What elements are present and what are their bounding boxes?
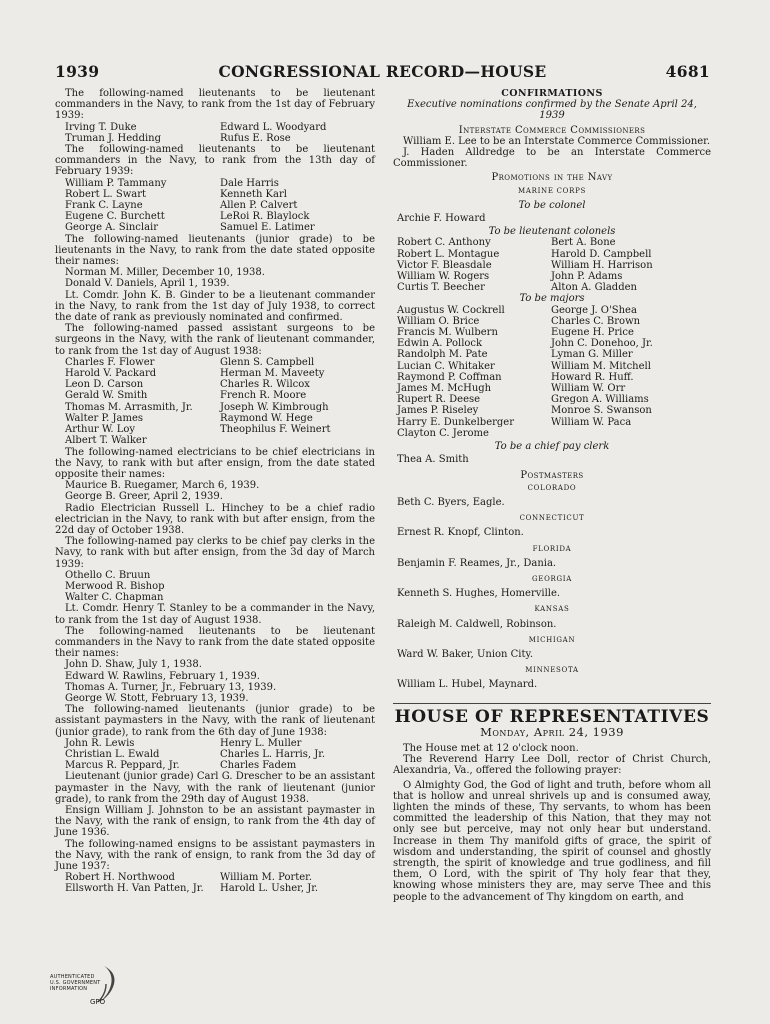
list-item: Edward W. Rawlins, February 1, 1939. xyxy=(65,670,260,682)
name-pair: Raymond P. Coffman Howard R. Huff. xyxy=(397,371,634,383)
executive-nominations-year: 1939 xyxy=(539,110,565,122)
name-pair: Robert C. Anthony Bert A. Bone xyxy=(397,237,616,249)
paragraph: William E. Lee to be an Interstate Commerce Commissioner. xyxy=(403,135,711,147)
name-pair: Thomas M. Arrasmith, Jr. Joseph W. Kimbrough xyxy=(65,401,329,413)
paragraph: The following-named lieutenants to be lieutenant commanders in the Navy, to rank from the 1st day of February 1939: xyxy=(55,88,375,122)
paragraph: Ensign William J. Johnston to be an assistant paymaster in the Navy, with the rank of ensign, to rank from the 4th day of June 1936. xyxy=(55,805,375,839)
list-item: John D. Shaw, July 1, 1938. xyxy=(65,659,202,671)
name-pair: Charles F. Flower Glenn S. Campbell xyxy=(65,356,315,368)
list-item: Beth C. Byers, Eagle. xyxy=(397,496,505,508)
left-column xyxy=(55,88,375,895)
name-pair: William W. Rogers John P. Adams xyxy=(397,271,623,283)
header-page-number: 4681 xyxy=(665,62,710,81)
paragraph: The following-named lieutenants (junior grade) to be lieutenants in the Navy, to rank from the date stated opposite their names: xyxy=(55,233,375,268)
gpo-line-3: INFORMATION xyxy=(50,986,88,992)
state-heading: GEORGIA xyxy=(531,574,573,583)
list-item: Donald V. Daniels, April 1, 1939. xyxy=(65,278,230,290)
paragraph: The following-named lieutenants to be lieutenant commanders in the Navy, to rank from the 13th day of February 1939: xyxy=(55,144,375,178)
name-pair: Lucian C. Whitaker William M. Mitchell xyxy=(397,360,651,372)
state-heading: MICHIGAN xyxy=(528,635,576,644)
gpo-line-1: AUTHENTICATED xyxy=(50,974,95,980)
name-pair: James P. Riseley Monroe S. Swanson xyxy=(397,405,652,417)
list-item: Ward W. Baker, Union City. xyxy=(397,648,534,660)
name-pair: Robert H. Northwood William M. Porter. xyxy=(65,872,313,884)
name-pair: Randolph M. Pate Lyman G. Miller xyxy=(397,349,633,361)
house-date: Monday, April 24, 1939 xyxy=(480,724,624,739)
house-title: HOUSE OF REPRESENTATIVES xyxy=(393,703,711,723)
name-pair: Victor F. Bleasdale William H. Harrison xyxy=(397,259,653,271)
section-heading: Postmasters xyxy=(520,469,584,481)
state-heading: COLORADO xyxy=(527,483,577,492)
name-pair: Ellsworth H. Van Patten, Jr. Harold L. Usher, Jr. xyxy=(65,883,319,895)
list-item: William L. Hubel, Maynard. xyxy=(397,679,538,691)
header-year: 1939 xyxy=(55,62,100,81)
rank-heading: To be majors xyxy=(519,293,585,305)
list-item: Othello C. Bruun xyxy=(65,569,151,581)
rank-heading: To be a chief pay clerk xyxy=(494,441,610,453)
name-pair: Harold V. Packard Herman M. Maveety xyxy=(65,368,325,380)
state-heading: CONNECTICUT xyxy=(519,514,585,523)
name-pair: Albert T. Walker xyxy=(65,435,147,447)
list-item: Maurice B. Ruegamer, March 6, 1939. xyxy=(65,480,260,492)
paragraph: J. Haden Alldredge to be an Interstate Commerce Commissioner. xyxy=(393,147,711,170)
name-pair: Eugene C. Burchett LeRoi R. Blaylock xyxy=(65,211,310,223)
paragraph: The Reverend Harry Lee Doll, rector of Christ Church, Alexandria, Va., offered the following prayer: xyxy=(393,754,711,777)
state-heading: FLORIDA xyxy=(532,544,572,553)
paragraph: Radio Electrician Russell L. Hinchey to be a chief radio electrician in the Navy, to rank with but after ensign, from the 22d day of October 1938. xyxy=(55,502,375,536)
rank-heading: To be lieutenant colonels xyxy=(488,226,616,238)
paragraph: The following-named ensigns to be assistant paymasters in the Navy, with the rank of ensign, to rank from the 3d day of June 1937: xyxy=(55,838,375,873)
name-pair: Arthur W. Loy Theophilus F. Weinert xyxy=(65,424,331,436)
name-pair: Rupert R. Deese Gregon A. Williams xyxy=(397,394,649,406)
list-item: Thomas A. Turner, Jr., February 13, 1939. xyxy=(65,681,277,693)
list-item: Archie F. Howard xyxy=(397,213,486,225)
list-item: Raleigh M. Caldwell, Robinson. xyxy=(397,618,557,630)
executive-nominations-line: Executive nominations confirmed by the Senate April 24, xyxy=(407,99,697,111)
paragraph: Lieutenant (junior grade) Carl G. Drescher to be an assistant paymaster in the Navy, with the rank of lieutenant (junior grade), to rank from the 29th day of August 1938. xyxy=(55,771,375,805)
name-pair: Leon D. Carson Charles R. Wilcox xyxy=(65,379,310,391)
name-pair: Edwin A. Pollock John C. Donehoo, Jr. xyxy=(397,338,653,350)
name-pair: Harry E. Dunkelberger William W. Paca xyxy=(397,416,632,428)
paragraph: The following-named pay clerks to be chief pay clerks in the Navy, to rank with but after ensign, from the 3d day of March 1939: xyxy=(55,536,375,570)
right-column xyxy=(393,88,711,903)
paragraph: The following-named lieutenants (junior grade) to be assistant paymasters in the Navy, with the rank of lieutenant (junior grade), to rank from the 6th day of June 1938: xyxy=(55,704,375,738)
name-pair: Robert L. Montague Harold D. Campbell xyxy=(397,248,652,260)
paragraph: Lt. Comdr. Henry T. Stanley to be a commander in the Navy, to rank from the 1st day of August 1938. xyxy=(55,603,375,626)
name-pair: Walter P. James Raymond W. Hege xyxy=(65,412,313,424)
state-heading: MINNESOTA xyxy=(525,666,579,675)
name-pair: William O. Brice Charles C. Brown xyxy=(397,315,641,327)
name-pair: Curtis T. Beecher Alton A. Gladden xyxy=(397,282,637,294)
name-pair: John R. Lewis Henry L. Muller xyxy=(65,737,302,749)
name-pair: James M. McHugh William W. Orr xyxy=(397,383,626,395)
name-pair: Gerald W. Smith French R. Moore xyxy=(65,390,307,402)
section-heading: Interstate Commerce Commissioners xyxy=(458,124,646,136)
list-item: Kenneth S. Hughes, Homerville. xyxy=(397,588,561,600)
name-pair: William P. Tammany Dale Harris xyxy=(65,177,279,189)
paragraph: The following-named lieutenants to be lieutenant commanders in the Navy to rank from the date stated opposite their names: xyxy=(55,625,375,660)
rank-heading: To be colonel xyxy=(518,199,586,211)
running-head xyxy=(55,62,710,84)
list-item: Thea A. Smith xyxy=(397,454,469,466)
gpo-line-2: U.S. GOVERNMENT xyxy=(50,980,101,986)
list-item: George B. Greer, April 2, 1939. xyxy=(65,491,223,503)
list-item: Walter C. Chapman xyxy=(65,592,164,604)
name-pair: Marcus R. Peppard, Jr. Charles Fadem xyxy=(65,760,297,772)
list-item: George W. Stott, February 13, 1939. xyxy=(65,692,249,704)
prayer-paragraph: O Almighty God, the God of light and truth, before whom all that is hollow and unreal shrivels up and is consumed away, lighten the minds of these, Thy servants, to whom has been committed the leadership of this Nation, that they may not only see but perceive, may not only hear but understand. Increase in them Thy manifold gifts of grace, the spirit of wisdom and understanding, the spirit of counsel and ghostly strength, the spirit of knowledge and true godliness, and fill them, O Lord, with the spirit of Thy holy fear that they, knowing whose ministers they are, may serve Thee and this people to the advancement of Thy kingdom on earth, and xyxy=(393,779,711,903)
subsection-heading: MARINE CORPS xyxy=(518,186,586,195)
name-pair: Irving T. Duke Edward L. Woodyard xyxy=(65,121,327,133)
paragraph: The House met at 12 o'clock noon. xyxy=(403,742,579,754)
confirmations-heading: CONFIRMATIONS xyxy=(501,88,603,99)
list-item: Merwood R. Bishop xyxy=(65,580,165,592)
gpo-label: GPO xyxy=(90,998,106,1006)
name-pair: Truman J. Hedding Rufus E. Rose xyxy=(65,132,291,144)
header-title: CONGRESSIONAL RECORD—HOUSE xyxy=(218,62,547,81)
list-item: Norman M. Miller, December 10, 1938. xyxy=(65,267,265,279)
paragraph: The following-named passed assistant surgeons to be surgeons in the Navy, with the rank of lieutenant commander, to rank from the 1st day of August 1938: xyxy=(55,323,375,357)
state-heading: KANSAS xyxy=(534,605,570,614)
name-pair: Christian L. Ewald Charles L. Harris, Jr. xyxy=(65,748,326,760)
gpo-authentication-logo xyxy=(48,962,128,1014)
paragraph: Lt. Comdr. John K. B. Ginder to be a lieutenant commander in the Navy, to rank from the 1st day of July 1938, to correct the date of rank as previously nominated and confirmed. xyxy=(55,289,375,324)
list-item: Benjamin F. Reames, Jr., Dania. xyxy=(397,557,557,569)
section-heading: Promotions in the Navy xyxy=(491,172,613,184)
name-pair: George A. Sinclair Samuel E. Latimer xyxy=(65,222,315,234)
list-item: Ernest R. Knopf, Clinton. xyxy=(397,527,524,539)
paragraph: The following-named electricians to be chief electricians in the Navy, to rank with but after ensign, from the date stated opposite their names: xyxy=(55,446,375,480)
name-pair: Clayton C. Jerome xyxy=(397,427,489,439)
name-pair: Robert L. Swart Kenneth Karl xyxy=(65,188,287,200)
name-pair: Francis M. Wulbern Eugene H. Price xyxy=(397,327,634,339)
name-pair: Augustus W. Cockrell George J. O'Shea xyxy=(397,304,637,316)
name-pair: Frank C. Layne Allen P. Calvert xyxy=(65,200,298,212)
